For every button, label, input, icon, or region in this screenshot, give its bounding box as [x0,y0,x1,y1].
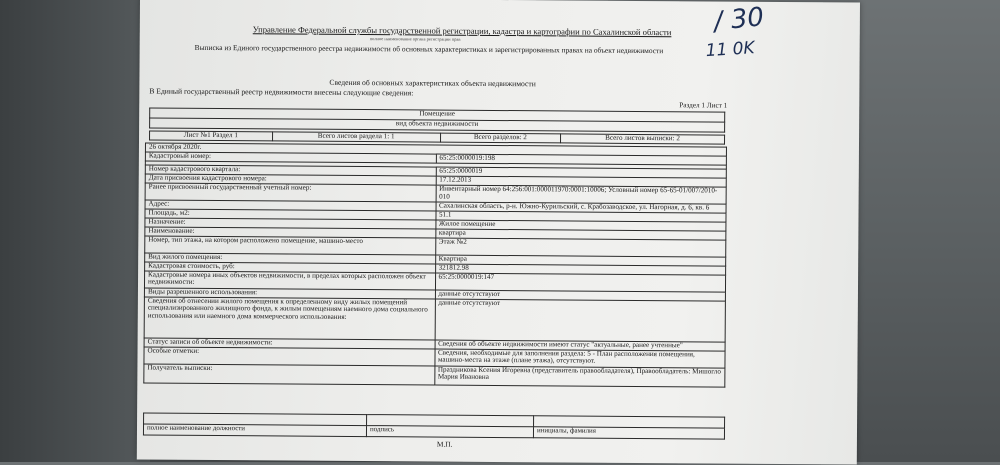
table-row: Статус записи об объекте недвижимости: Сведения об объекте недвижимости имеют статус "актуальные, ранее учтенные" [144,338,725,351]
table-row: Сведения об отнесении жилого помещения к определенному виду жилых помещений специализированного жилищного фонда, к жилым помещениям наемного дома социального использования или наемного дома коммерческого использования: данные отсутствуют [144,297,725,342]
document-page [137,0,860,465]
table-row: Номер, тип этажа, на котором расположено помещение, машино-место Этаж №2 [145,236,726,257]
signature-caption: подпись [366,426,533,438]
table-row: Площадь, м2: 51.1 [145,209,726,222]
section-title: Сведения об основных характеристиках объекта недвижимости [329,77,536,89]
signature-table [143,413,725,440]
table-row: Вид жилого помещения: Квартира [145,253,726,266]
extract-title: Выписка из Единого государственного реестра недвижимости об основных характеристиках и зарегистрированных правах на объект недвижимости [194,42,664,56]
table-row: Номер кадастрового квартала: 65:25:0000019 [145,165,726,178]
stamp-place: М.П. [436,439,453,449]
table-row: Наименование: квартира [145,227,726,240]
table-row: Получатель выписки: Праздникова Ксения Игоревна (представитель правообладателя), Правообладатель: Мишогло Мария Ивановна [144,364,725,387]
table-row: Адрес: Сахалинская область, р-н. Южно-Курильский, с. Крабозаводское, ул. Нагорная, д. 6, кв. 6 [145,200,726,213]
section-sheet-label: Раздел 1 Лист 1 [679,101,728,110]
total-sheets-section: Всего листов раздела 1: 1 [272,132,440,142]
intro-text: В Единый государственный реестр недвижимости внесены следующие сведения: [149,86,414,98]
table-row: Кадастровые номера иных объектов недвижимости, в пределах которых расположен объект недвижимости: 65:25:0000019:147 [144,271,725,292]
table-row: Особые отметки: Сведения, необходимые для заполнения раздела: 5 - План расположения помещения, машино-места на этаже (плане этажа), отсутствуют. [144,347,725,368]
object-type-caption: вид объекта недвижимости [150,118,725,132]
initials-caption: инициалы, фамилия [533,427,724,439]
organization-name: Управление Федеральной службы государственной регистрации, кадастра и картографии по Сахалинской области [252,24,672,38]
position-caption: полное наименование должности [143,424,366,437]
table-row: Виды разрешенного использования: данные отсутствуют [144,288,725,301]
total-sections: Всего разделов: 2 [440,133,560,143]
table-row: Назначение: Жилое помещение [145,218,726,231]
object-type-box [149,108,725,133]
handwritten-note-2: 11 0K [705,38,756,62]
table-row: Кадастровый номер: 65:25:0000019:198 [145,152,726,165]
extract-date: 26 октября 2020г. [145,143,726,156]
sheet-number: Лист №1 Раздел 1 [150,131,273,141]
table-row: Ранее присвоенный государственный учетный номер: Инвентарный номер 64:256:001:000011970:0001:10006; Условный номер 65-65-01/007/2010-010 [145,183,726,204]
table-row: Дата присвоения кадастрового номера: 17.12.2013 [145,174,726,187]
organization-caption: полное наименование органа регистрации прав [369,36,461,42]
characteristics-table [143,143,727,388]
object-type: Помещение [150,108,725,122]
background-left-shadow [0,0,150,462]
table-row: Кадастровая стоимость, руб: 321812.98 [145,262,726,275]
total-sheets-extract: Всего листов выписки: 2 [561,134,725,144]
handwritten-note-1: / 30 [712,2,766,38]
